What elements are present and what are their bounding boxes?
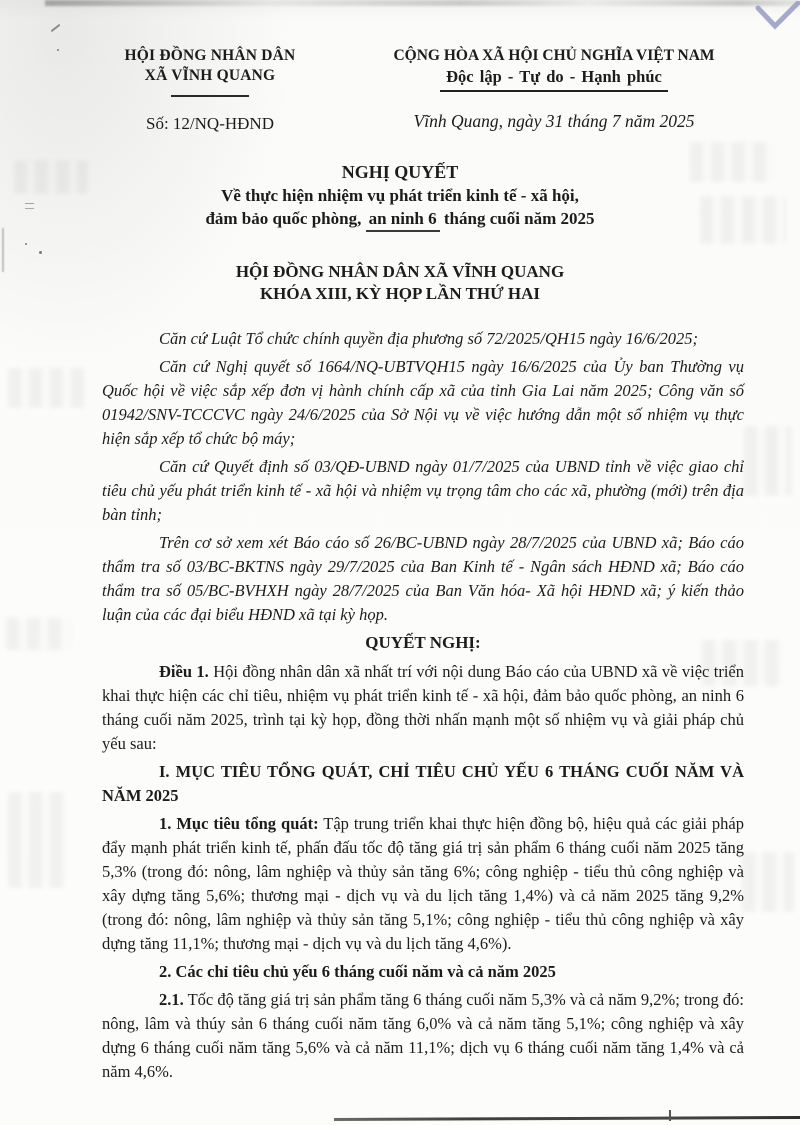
issuer-line2: KHÓA XIII, KỲ HỌP LẦN THỨ HAI [259, 284, 541, 303]
authority-name-line1: HỘI ĐỒNG NHÂN DÂN [124, 47, 296, 64]
document-subject-line2 [0, 207, 800, 230]
resolution-heading: QUYẾT NGHỊ: [365, 633, 481, 652]
national-motto-block [342, 46, 766, 134]
bleed-through-artifact [6, 618, 70, 650]
scan-edge-artifact [45, 0, 800, 6]
target-2-1-paragraph [102, 988, 744, 1084]
speck-artifact [57, 49, 59, 51]
issuer-line1: HỘI ĐỒNG NHÂN DÂN XÃ VĨNH QUANG [235, 262, 565, 281]
bleed-through-artifact [690, 142, 772, 182]
speck-artifact [39, 251, 42, 254]
pen-checkmark-icon [754, 1, 800, 31]
scan-edge-artifact [2, 228, 4, 272]
document-header [0, 0, 800, 134]
preamble-paragraph: Trên cơ sở xem xét Báo cáo số 26/BC-UBND ngày 28/7/2025 của UBND xã; Báo cáo thẩm tra số 03/BC-BKTNS ngày 29/7/2025 của Ban Kinh tế - Ngân sách HĐND xã; Báo cáo thẩm tra số 05/BC-BVHXH ngày 28/7/2025 của Ban Văn hóa- Xã hội HĐND xã; ý kiến thảo luận của các đại biểu HĐND xã tại kỳ họp. [102, 533, 744, 624]
speck-artifact [25, 243, 27, 245]
general-goal-text: Tập trung triển khai thực hiện đồng bộ, hiệu quả các giải pháp đẩy mạnh phát triển kinh tế, phấn đấu tốc độ tăng giá trị sản phẩm 6 tháng cuối năm 2025 tăng 5,3% (trong đó: nông, lâm nghiệp và thủy sản tăng 6%; công nghiệp - tiểu thủ công nghiệp và xây dựng tăng 5,6%; thương mại - dịch vụ và du lịch tăng 1,4%) và cả năm 2025 tăng 9,2% (trong đó: nông, lâm nghiệp và thủy sản tăng 5,1%; công nghiệp - tiểu thủ công nghiệp và xây dựng tăng 11,1%; thương mại - dịch vụ và du lịch tăng 4,6%). [102, 814, 744, 953]
bleed-through-artifact [700, 196, 786, 244]
document-number: Số: 12/NQ-HĐND [146, 114, 274, 133]
preamble-paragraph: Căn cứ Luật Tổ chức chính quyền địa phương số 72/2025/QH15 ngày 16/6/2025; [159, 329, 699, 348]
article-1-text: Hội đồng nhân dân xã nhất trí với nội dung Báo cáo của UBND xã về việc triển khai thực hiện các chỉ tiêu, nhiệm vụ phát triển kinh tế - xã hội, đảm bảo quốc phòng, an ninh 6 tháng cuối năm 2025, trình tại kỳ họp, đồng thời nhấn mạnh một số nhiệm vụ và giải pháp chủ yếu sau: [102, 662, 744, 753]
target-2-1-text: Tốc độ tăng giá trị sản phẩm tăng 6 tháng cuối năm 5,3% và cả năm 9,2%; trong đó: nông, lâm và thúy sản 6 tháng cuối năm tăng 6,0% và cả năm tăng 5,1%; công nghiệp và xây dựng 6 tháng cuối năm tăng 5,6% và cả năm 11,1%; dịch vụ 6 tháng cuối năm tăng 1,4% và cả năm 4,6%. [102, 990, 745, 1081]
subject-underlined-text: an ninh 6 [366, 209, 440, 232]
national-title: CỘNG HÒA XÃ HỘI CHỦ NGHĨA VIỆT NAM [393, 47, 715, 64]
issuing-authority-block [84, 46, 336, 134]
issuer-session-block [0, 261, 800, 305]
article-1-label: Điều 1. [159, 662, 209, 681]
section-1-heading: I. MỤC TIÊU TỔNG QUÁT, CHỈ TIÊU CHỦ YẾU 6 THÁNG CUỐI NĂM VÀ NĂM 2025 [102, 762, 744, 805]
general-goal-label: 1. Mục tiêu tổng quát: [159, 814, 319, 833]
preamble-section [102, 327, 744, 627]
authority-underline [171, 95, 249, 97]
scan-edge-artifact [334, 1116, 800, 1121]
target-2-1-label: 2.1. [159, 990, 184, 1009]
bleed-through-artifact [742, 852, 794, 912]
document-subject-line1: Về thực hiện nhiệm vụ phát triển kinh tế - xã hội, [221, 186, 579, 205]
bleed-through-artifact [14, 160, 88, 194]
bleed-through-artifact [744, 426, 792, 496]
article-1-paragraph [102, 660, 744, 756]
subject-text: đảm bảo quốc phòng, [205, 209, 362, 228]
authority-name-line2: XÃ VĨNH QUANG [144, 67, 276, 84]
preamble-paragraph: Căn cứ Quyết định số 03/QĐ-UBND ngày 01/7/2025 của UBND tỉnh về việc giao chỉ tiêu chủ yếu phát triển kinh tế - xã hội và nhiệm vụ trọng tâm cho các xã, phường (mới) trên địa bàn tỉnh; [102, 457, 744, 524]
key-targets-heading: 2. Các chỉ tiêu chủ yếu 6 tháng cuối năm và cả năm 2025 [159, 962, 556, 981]
document-kind: NGHỊ QUYẾT [341, 162, 459, 182]
national-motto: Độc lập - Tự do - Hạnh phúc [440, 66, 668, 92]
scan-edge-artifact [669, 1110, 671, 1121]
document-title-block [0, 161, 800, 230]
bleed-through-artifact [8, 368, 86, 408]
general-goal-paragraph [102, 812, 744, 956]
document-body [0, 327, 800, 1084]
place-date-line: Vĩnh Quang, ngày 31 tháng 7 năm 2025 [413, 111, 695, 131]
pen-mark-artifact [25, 203, 34, 209]
preamble-paragraph: Căn cứ Nghị quyết số 1664/NQ-UBTVQH15 ngày 16/6/2025 của Ủy ban Thường vụ Quốc hội về việc sắp xếp đơn vị hành chính cấp xã của tỉnh Gia Lai năm 2025; Công văn số 01942/SNV-TCCCVC ngày 24/6/2025 của Sở Nội vụ về việc hướng dẫn một số nhiệm vụ thực hiện sắp xếp tổ chức bộ máy; [102, 357, 744, 448]
bleed-through-artifact [8, 792, 66, 888]
bleed-through-artifact [702, 640, 782, 686]
subject-text: tháng cuối năm 2025 [443, 209, 595, 228]
